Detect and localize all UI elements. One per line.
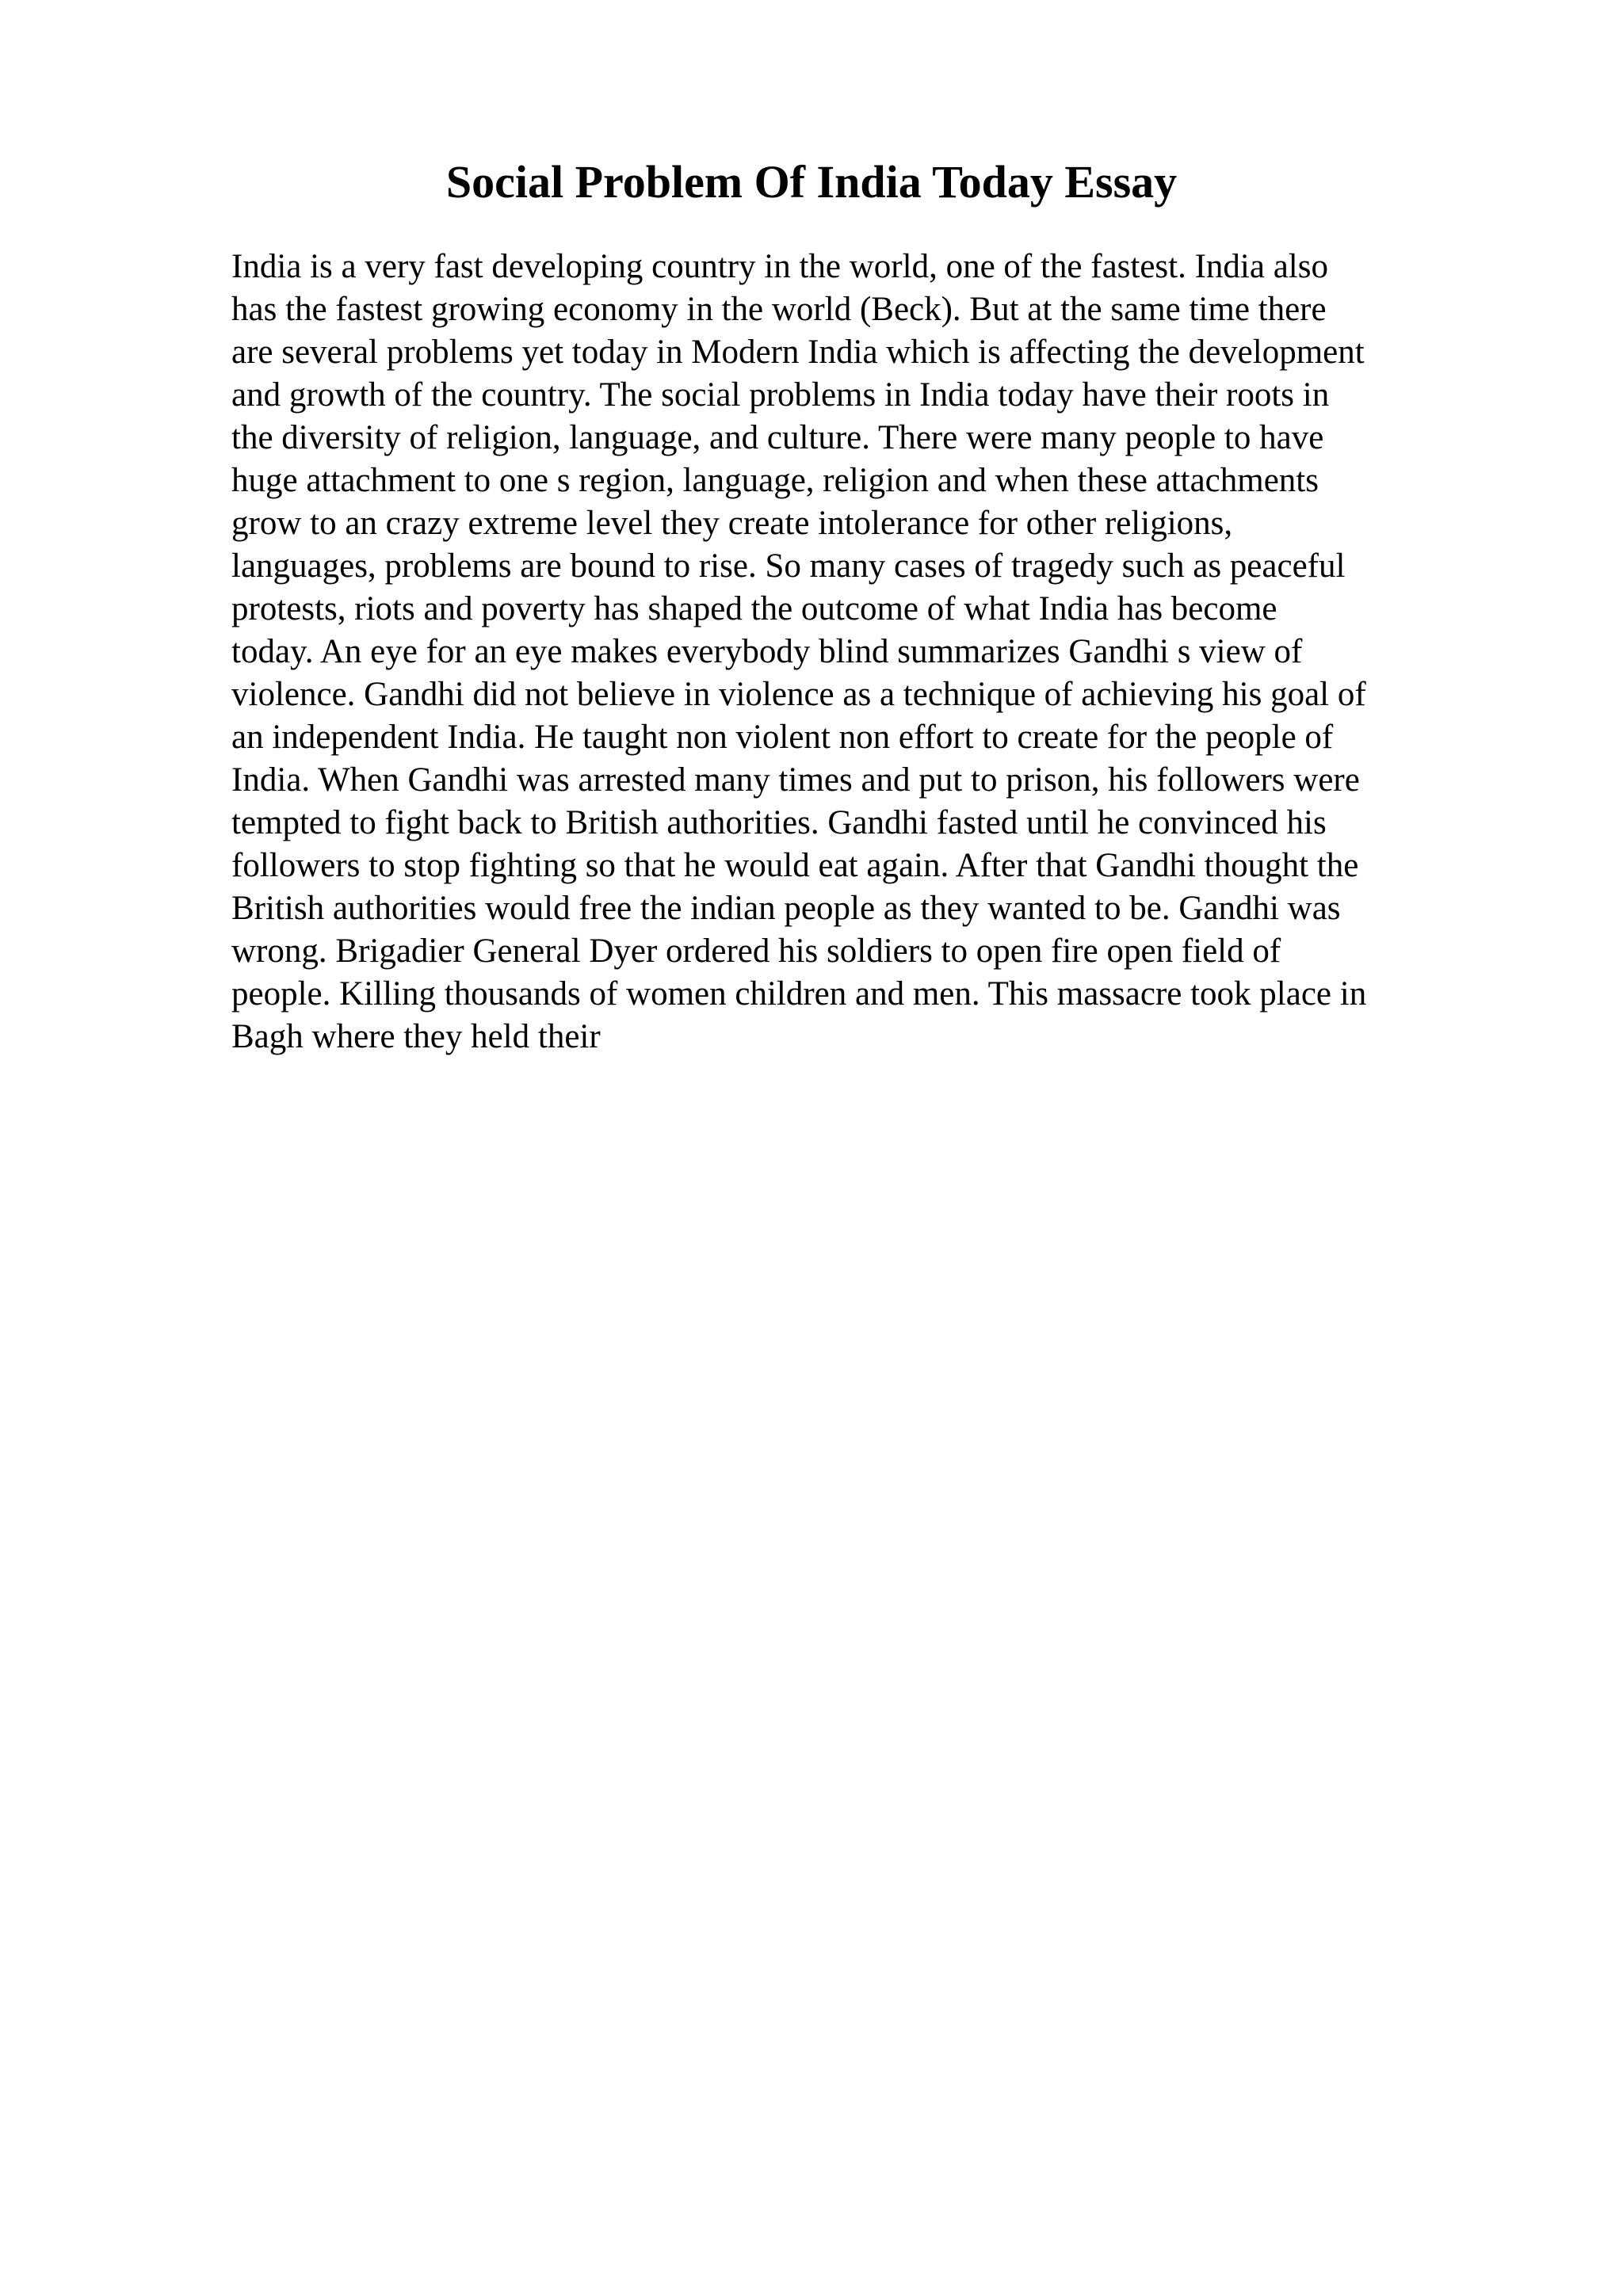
essay-line: an independent India. He taught non violent non effort to create for the people of bbox=[231, 719, 1334, 756]
essay-line: huge attachment to one s region, language, religion and when these attachments bbox=[231, 462, 1319, 499]
page-title: Social Problem Of India Today Essay bbox=[445, 156, 1178, 208]
essay-line: followers to stop fighting so that he would eat again. After that Gandhi thought the bbox=[231, 847, 1359, 884]
essay-line: Bagh where they held their bbox=[231, 1018, 601, 1055]
essay-line: India is a very fast developing country in the world, one of the fastest. India also bbox=[231, 248, 1328, 285]
essay-line: violence. Gandhi did not believe in violence as a technique of achieving his goal of bbox=[231, 676, 1366, 713]
essay-line: grow to an crazy extreme level they create intolerance for other religions, bbox=[231, 505, 1233, 542]
essay-line: and growth of the country. The social problems in India today have their roots in bbox=[231, 376, 1330, 414]
essay-body bbox=[231, 246, 1468, 1058]
essay-line: are several problems yet today in Modern India which is affecting the development bbox=[231, 334, 1365, 371]
essay-line: has the fastest growing economy in the world (Beck). But at the same time there bbox=[231, 291, 1327, 328]
essay-line: India. When Gandhi was arrested many times and put to prison, his followers were bbox=[231, 761, 1360, 799]
essay-line: tempted to fight back to British authorities. Gandhi fasted until he convinced his bbox=[231, 804, 1327, 841]
essay-line: wrong. Brigadier General Dyer ordered his soldiers to open fire open field of bbox=[231, 933, 1281, 970]
essay-line: protests, riots and poverty has shaped the outcome of what India has become bbox=[231, 590, 1277, 627]
essay-line: the diversity of religion, language, and culture. There were many people to have bbox=[231, 419, 1324, 456]
essay-line: people. Killing thousands of women children and men. This massacre took place in bbox=[231, 975, 1367, 1013]
essay-line: languages, problems are bound to rise. So many cases of tragedy such as peaceful bbox=[231, 547, 1346, 585]
essay-line: British authorities would free the indian people as they wanted to be. Gandhi was bbox=[231, 890, 1341, 927]
essay-line: today. An eye for an eye makes everybody blind summarizes Gandhi s view of bbox=[231, 633, 1303, 670]
